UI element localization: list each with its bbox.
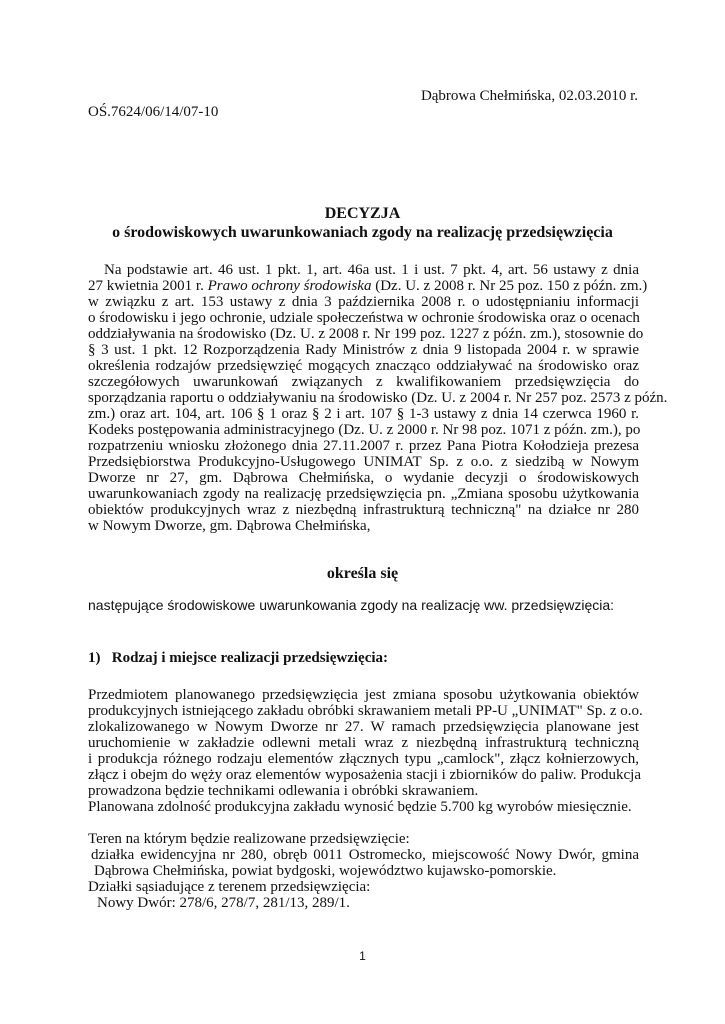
document-subtitle: o środowiskowych uwarunkowaniach zgody na realizację przedsięwzięcia (112, 224, 613, 241)
basis-line: o środowisku i jego ochronie, udziale społeczeństwa w ochronie środowiska oraz o ocenach (88, 310, 640, 326)
basis-line: określenia rodzajów przedsięwzięć mogących znacząco oddziaływać na środowisko oraz (88, 358, 639, 374)
basis-line: uwarunkowaniach zgody na realizację przedsięwzięcia pn. „Zmiana sposobu użytkowania (88, 486, 639, 502)
reference-number: OŚ.7624/06/14/07-10 (88, 104, 219, 120)
page-number: 1 (359, 949, 366, 963)
adjacent-plots-value: Nowy Dwór: 278/6, 278/7, 281/13, 289/1. (97, 895, 350, 911)
adjacent-plots-label: Działki sąsiadujące z terenem przedsięwzięcia: (88, 879, 371, 895)
basis-line: szczegółowych uwarunkowań związanych z kwalifikowaniem przedsięwzięcia do (88, 374, 639, 390)
basis-line: zm.) oraz art. 104, art. 106 § 1 oraz § 2 i art. 107 § 1-3 ustawy z dnia 14 czerwca 1960 r. (88, 406, 639, 422)
section-1-heading: 1) Rodzaj i miejsce realizacji przedsięwzięcia: (88, 650, 389, 666)
basis-line: sporządzania raportu o oddziaływaniu na środowisko (Dz. U. z 2004 r. Nr 257 poz. 2573 z późn. (88, 390, 668, 406)
description-line: Przedmiotem planowanego przedsięwzięcia jest zmiana sposobu użytkowania obiektów (88, 687, 639, 703)
area-label: Teren na którym będzie realizowane przedsięwzięcie: (88, 831, 410, 847)
conditions-intro: następujące środowiskowe uwarunkowania zgody na realizację ww. przedsięwzięcia: (88, 597, 615, 613)
basis-line: Dworze nr 27, gm. Dąbrowa Chełmińska, o wydanie decyzji o środowiskowych (88, 470, 639, 486)
area-line: Dąbrowa Chełmińska, powiat bydgoski, województwo kujawsko-pomorskie. (94, 863, 557, 879)
basis-line: rozpatrzeniu wniosku złożonego dnia 27.11.2007 r. przez Pana Piotra Kołodzieja prezesa (88, 438, 639, 454)
basis-line: 27 kwietnia 2001 r. Prawo ochrony środowiska (Dz. U. z 2008 r. Nr 25 poz. 150 z późn. zm.) (88, 278, 648, 294)
act-title: Prawo ochrony środowiska (207, 278, 372, 294)
production-capacity: Planowana zdolność produkcyjna zakładu wynosić będzie 5.700 kg wyrobów miesięcznie. (88, 799, 632, 815)
basis-line: oddziaływania na środowisko (Dz. U. z 2008 r. Nr 199 poz. 1227 z późn. zm.), stosownie do (88, 326, 644, 342)
basis-line: Na podstawie art. 46 ust. 1 pkt. 1, art. 46a ust. 1 i ust. 7 pkt. 4, art. 56 ustawy z dnia (104, 262, 639, 278)
description-line: zlokalizowanego w Nowym Dworze nr 27. W ramach przedsięwzięcia planowane jest (88, 719, 639, 735)
description-line: produkcyjnych istniejącego zakładu obróbki skrawaniem metali PP-U „UNIMAT" Sp. z o.o. (88, 703, 643, 719)
basis-line: w związku z art. 153 ustawy z dnia 3 października 2008 r. o udostępnianiu informacji (88, 294, 639, 310)
description-line: złącz i obejm do węży oraz elementów wyposażenia stacji i zbiorników do paliw. Produkcja (88, 767, 642, 783)
area-line: działka ewidencyjna nr 280, obręb 0011 Ostromecko, miejscowość Nowy Dwór, gmina (91, 847, 639, 863)
determines-heading: określa się (326, 565, 399, 582)
place-date: Dąbrowa Chełmińska, 02.03.2010 r. (420, 88, 638, 104)
basis-line: obiektów produkcyjnych wraz z niezbędną infrastrukturą techniczną" na działce nr 280 (88, 502, 639, 518)
document-title: DECYZJA (324, 205, 401, 222)
basis-line: Kodeks postępowania administracyjnego (Dz. U. z 2000 r. Nr 98 poz. 1071 z późn. zm.), po (88, 422, 641, 438)
basis-line: § 3 ust. 1 pkt. 12 Rozporządzenia Rady Ministrów z dnia 9 listopada 2004 r. w sprawie (88, 342, 639, 358)
description-line: prowadzona będzie technikami odlewania i obróbki skrawaniem. (88, 783, 479, 799)
description-line: i produkcja różnego rodzaju elementów złącznych typu „camlock", złącz kołnierzowych, (88, 751, 639, 767)
basis-line: Przedsiębiorstwa Produkcyjno-Usługowego UNIMAT Sp. z o.o. z siedzibą w Nowym (88, 454, 639, 470)
description-line: uruchomienie w zakładzie odlewni metali wraz z niezbędną infrastrukturą techniczną (88, 735, 639, 751)
basis-line: w Nowym Dworze, gm. Dąbrowa Chełmińska, (88, 518, 371, 534)
